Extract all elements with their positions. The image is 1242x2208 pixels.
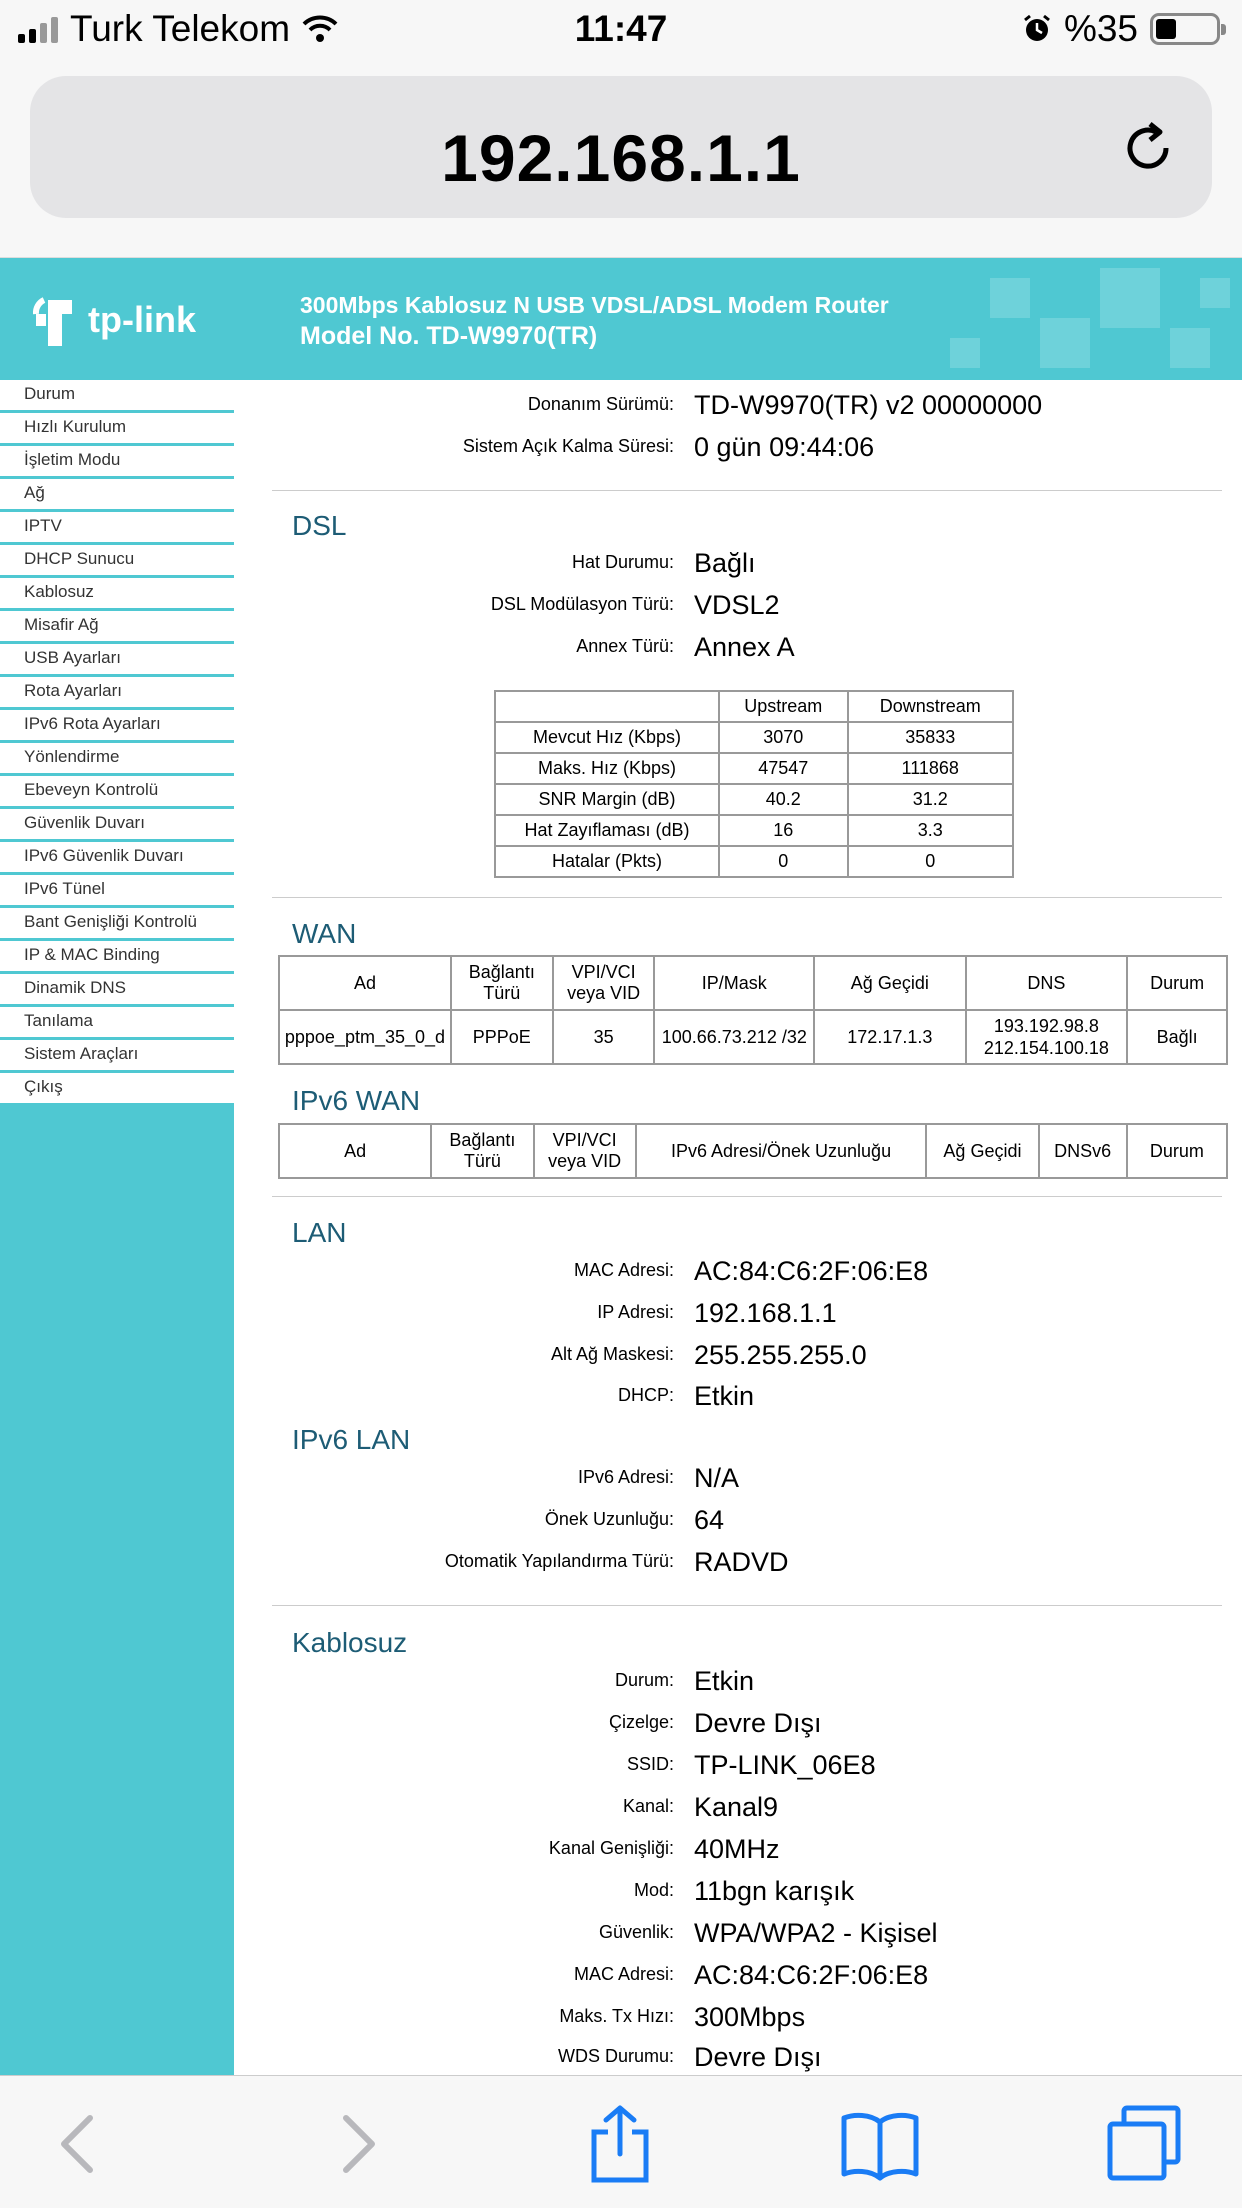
lan-ip-value: 192.168.1.1 — [694, 1298, 837, 1328]
forward-icon[interactable] — [314, 2104, 394, 2184]
status-content — [234, 380, 1242, 2075]
uptime-value: 0 gün 09:44:06 — [694, 432, 875, 462]
wl-security-value: WPA/WPA2 - Kişisel — [694, 1918, 938, 1948]
back-icon[interactable] — [42, 2104, 122, 2184]
wl-status-label: Durum: — [614, 1670, 674, 1690]
wl-mode-value: 11bgn karışık — [694, 1876, 855, 1906]
wl-schedule-label: Çizelge: — [608, 1712, 674, 1732]
lan-mac-value: AC:84:C6:2F:06:E8 — [694, 1256, 929, 1286]
table-header: Downstream — [848, 691, 1013, 722]
table-cell: Bağlı — [1127, 1010, 1227, 1064]
sidebar-item[interactable]: Dinamik DNS — [0, 974, 234, 1007]
autoconf-value: RADVD — [694, 1547, 789, 1577]
uptime-label: Sistem Açık Kalma Süresi: — [462, 436, 674, 456]
wl-mac-value: AC:84:C6:2F:06:E8 — [694, 1960, 929, 1990]
divider — [272, 1196, 1222, 1197]
table-cell: 0 — [719, 846, 848, 877]
share-icon[interactable] — [580, 2104, 660, 2184]
modulation-label: DSL Modülasyon Türü: — [490, 594, 674, 614]
table-header: Ağ Geçidi — [814, 956, 965, 1010]
ipv6-lan-title: IPv6 LAN — [292, 1424, 411, 1455]
table-cell: 35 — [553, 1010, 655, 1064]
table-header: Upstream — [719, 691, 848, 722]
battery-icon — [1150, 13, 1220, 45]
table-header: VPI/VCI veya VID — [553, 956, 655, 1010]
table-cell: SNR Margin (dB) — [495, 784, 719, 815]
hw-version-value: TD-W9970(TR) v2 00000000 — [694, 390, 1043, 420]
wl-channel-value: Kanal9 — [694, 1792, 779, 1822]
tabs-icon[interactable] — [1104, 2104, 1184, 2184]
table-header: Bağlantı Türü — [431, 1124, 533, 1178]
logo-text: tp-link — [88, 299, 196, 340]
wl-wds-value: Devre Dışı — [694, 2042, 822, 2072]
wl-ssid-value: TP-LINK_06E8 — [694, 1750, 876, 1780]
safari-toolbar — [0, 2075, 1242, 2208]
sidebar-item[interactable]: Hızlı Kurulum — [0, 413, 234, 446]
wan-table — [278, 955, 1228, 1065]
battery-percent: %35 — [1063, 8, 1138, 49]
table-cell: 31.2 — [848, 784, 1013, 815]
table-header: IP/Mask — [654, 956, 814, 1010]
table-row — [495, 846, 1013, 877]
table-row — [495, 722, 1013, 753]
line-status-value: Bağlı — [694, 548, 756, 578]
dns-cell — [966, 1010, 1128, 1064]
table-cell: 16 — [719, 815, 848, 846]
sidebar-item[interactable]: Kablosuz — [0, 578, 234, 611]
product-title: 300Mbps Kablosuz N USB VDSL/ADSL Modem Router — [300, 292, 889, 318]
table-cell: 172.17.1.3 — [814, 1010, 965, 1064]
tp-link-logo-icon — [30, 290, 78, 350]
wl-width-value: 40MHz — [694, 1834, 780, 1864]
table-cell: 3.3 — [848, 815, 1013, 846]
ipv6-wan-title: IPv6 WAN — [292, 1085, 421, 1116]
wl-status-value: Etkin — [694, 1666, 755, 1696]
annex-label: Annex Türü: — [576, 636, 674, 656]
wl-wds-label: WDS Durumu: — [557, 2046, 674, 2066]
table-cell: Mevcut Hız (Kbps) — [495, 722, 719, 753]
hw-version-label: Donanım Sürümü: — [527, 394, 674, 414]
table-header: Ağ Geçidi — [926, 1124, 1038, 1178]
sidebar-item[interactable]: Ağ — [0, 479, 234, 512]
table-cell: Hatalar (Pkts) — [495, 846, 719, 877]
table-row — [495, 753, 1013, 784]
sidebar-item[interactable]: Misafir Ağ — [0, 611, 234, 644]
sidebar-item[interactable]: Güvenlik Duvarı — [0, 809, 234, 842]
sidebar-item[interactable]: Tanılama — [0, 1007, 234, 1040]
sidebar-item[interactable]: Bant Genişliği Kontrolü — [0, 908, 234, 941]
carrier-name: Turk Telekom — [70, 8, 291, 49]
prefix-value: 64 — [694, 1505, 725, 1535]
sidebar-item[interactable]: DHCP Sunucu — [0, 545, 234, 578]
wan-title: WAN — [292, 918, 357, 949]
sidebar-item[interactable]: IPTV — [0, 512, 234, 545]
prefix-label: Önek Uzunluğu: — [544, 1509, 674, 1529]
lan-dhcp-value: Etkin — [694, 1381, 755, 1411]
line-status-label: Hat Durumu: — [571, 552, 674, 572]
banner-text — [300, 290, 889, 352]
banner — [0, 258, 1242, 380]
url-text[interactable]: 192.168.1.1 — [441, 121, 801, 195]
ipv6-addr-value: N/A — [694, 1463, 740, 1493]
wl-mac-label: MAC Adresi: — [573, 1964, 674, 1984]
table-cell: pppoe_ptm_35_0_d — [279, 1010, 451, 1064]
table-cell: Hat Zayıflaması (dB) — [495, 815, 719, 846]
sidebar-item[interactable]: IPv6 Tünel — [0, 875, 234, 908]
lan-mask-label: Alt Ağ Maskesi: — [550, 1344, 674, 1364]
table-cell: Maks. Hız (Kbps) — [495, 753, 719, 784]
tp-link-logo — [30, 290, 196, 350]
table-cell: 3070 — [719, 722, 848, 753]
sidebar-item[interactable]: Rota Ayarları — [0, 677, 234, 710]
dns-primary: 193.192.98.8 — [993, 1016, 1099, 1036]
lan-dhcp-label: DHCP: — [617, 1385, 674, 1405]
wl-width-label: Kanal Genişliği: — [548, 1838, 674, 1858]
lan-mask-value: 255.255.255.0 — [694, 1340, 867, 1370]
ipv6-wan-table — [278, 1123, 1228, 1179]
table-cell: 111868 — [848, 753, 1013, 784]
address-bar[interactable] — [30, 76, 1212, 218]
table-cell: 100.66.73.212 /32 — [654, 1010, 814, 1064]
table-header: DNSv6 — [1039, 1124, 1127, 1178]
sidebar-item[interactable]: USB Ayarları — [0, 644, 234, 677]
table-row — [279, 1010, 1227, 1064]
modulation-value: VDSL2 — [694, 590, 780, 620]
sidebar-item[interactable]: Çıkış — [0, 1073, 234, 1106]
wl-mode-label: Mod: — [633, 1880, 674, 1900]
browser-address-area — [0, 62, 1242, 258]
table-header: IPv6 Adresi/Önek Uzunluğu — [636, 1124, 927, 1178]
wl-channel-label: Kanal: — [622, 1796, 674, 1816]
annex-value: Annex A — [694, 632, 795, 662]
status-bar — [0, 0, 1242, 62]
table-row — [495, 784, 1013, 815]
wl-tx-value: 300Mbps — [694, 2002, 806, 2032]
table-row — [495, 815, 1013, 846]
table-header: Durum — [1127, 1124, 1227, 1178]
table-cell: PPPoE — [451, 1010, 553, 1064]
table-cell: 40.2 — [719, 784, 848, 815]
divider — [272, 897, 1222, 898]
table-header: Durum — [1127, 956, 1227, 1010]
model-number: Model No. TD-W9970(TR) — [300, 322, 598, 350]
autoconf-label: Otomatik Yapılandırma Türü: — [444, 1551, 674, 1571]
table-header: Ad — [279, 1124, 431, 1178]
sidebar — [0, 380, 234, 2075]
table-header: VPI/VCI veya VID — [534, 1124, 636, 1178]
table-header: DNS — [966, 956, 1128, 1010]
sidebar-item[interactable]: Ebeveyn Kontrolü — [0, 776, 234, 809]
dns-secondary: 212.154.100.18 — [983, 1038, 1109, 1058]
sidebar-item[interactable]: IPv6 Rota Ayarları — [0, 710, 234, 743]
table-cell: 47547 — [719, 753, 848, 784]
bookmarks-icon[interactable] — [840, 2104, 920, 2184]
table-header: Ad — [279, 956, 451, 1010]
table-header: Bağlantı Türü — [451, 956, 553, 1010]
wl-ssid-label: SSID: — [626, 1754, 674, 1774]
sidebar-item[interactable]: Sistem Araçları — [0, 1040, 234, 1073]
clock: 11:47 — [574, 8, 668, 49]
sidebar-item[interactable]: Yönlendirme — [0, 743, 234, 776]
wl-schedule-value: Devre Dışı — [694, 1708, 822, 1738]
divider — [272, 1605, 1222, 1606]
table-cell: 0 — [848, 846, 1013, 877]
ipv6-addr-label: IPv6 Adresi: — [577, 1467, 674, 1487]
sidebar-menu — [0, 380, 234, 1106]
sidebar-item[interactable]: Durum — [0, 380, 234, 413]
wl-security-label: Güvenlik: — [598, 1922, 674, 1942]
wl-tx-label: Maks. Tx Hızı: — [559, 2006, 674, 2026]
table-header — [495, 691, 719, 722]
lan-mac-label: MAC Adresi: — [573, 1260, 674, 1280]
dsl-stats-table — [494, 690, 1014, 878]
lan-ip-label: IP Adresi: — [597, 1302, 674, 1322]
alarm-icon — [1022, 14, 1052, 44]
sidebar-item[interactable]: IPv6 Güvenlik Duvarı — [0, 842, 234, 875]
sidebar-item[interactable]: İşletim Modu — [0, 446, 234, 479]
sidebar-item[interactable]: IP & MAC Binding — [0, 941, 234, 974]
dsl-title: DSL — [292, 510, 347, 541]
wireless-title: Kablosuz — [292, 1627, 408, 1658]
router-page — [0, 258, 1242, 2075]
status-icons — [1022, 8, 1220, 50]
table-cell: 35833 — [848, 722, 1013, 753]
lan-title: LAN — [292, 1217, 347, 1248]
divider — [272, 490, 1222, 491]
reload-icon[interactable] — [1118, 118, 1178, 178]
